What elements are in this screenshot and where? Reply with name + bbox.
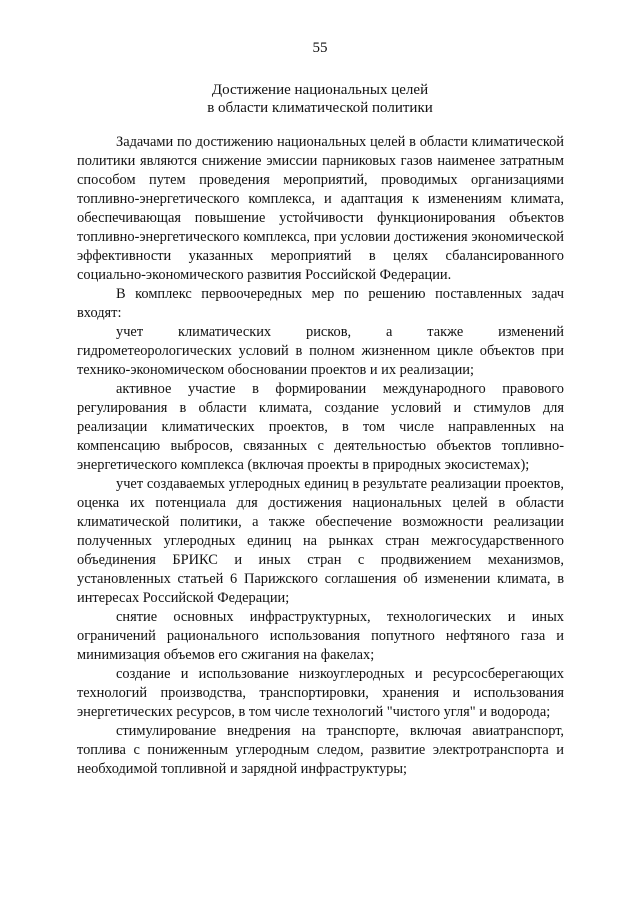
- list-item-associated-gas: снятие основных инфраструктурных, технологических и иных ограничений рационального использования попутного нефтяного газа и минимизация объемов его сжигания на факелах;: [77, 609, 564, 663]
- list-item-low-carbon-technologies: создание и использование низкоуглеродных и ресурсосберегающих технологий производства, транспортировки, хранения и использования энергетических ресурсов, в том числе технологий "чистого угля" и водорода;: [77, 666, 564, 720]
- list-item-climate-risks: учет климатических рисков, а также изменений гидрометеорологических условий в полном жизненном цикле объектов при технико-экономическом обосновании проектов и их реализации;: [77, 324, 564, 378]
- paragraph-intro: Задачами по достижению национальных целей в области климатической политики являются снижение эмиссии парниковых газов наименее затратным способом путем проведения мероприятий, проводимых организациями топливно-энергетического комплекса, и адаптация к изменениям климата, обеспечивающая повышение устойчивости функционирования объектов топливно-энергетического комплекса, при условии достижения экономической эффективности указанных мероприятий в целях сбалансированного социально-экономического развития Российской Федерации.: [77, 134, 564, 283]
- list-item-carbon-units: учет создаваемых углеродных единиц в результате реализации проектов, оценка их потенциала для достижения национальных целей в области климатической политики, а также обеспечение возможности реализации полученных углеродных единиц на рынках стран межгосударственного объединения БРИКС и иных стран с продвижением механизмов, установленных статьей 6 Парижского соглашения об изменении климата, в интересах Российской Федерации;: [77, 476, 564, 606]
- paragraph-measures-lead: В комплекс первоочередных мер по решению поставленных задач входят:: [77, 286, 564, 321]
- section-heading: [0, 81, 640, 117]
- heading-line-1: Достижение национальных целей: [211, 82, 429, 98]
- list-item-international-regulation: активное участие в формировании международного правового регулирования в области климата, создание условий и стимулов для реализации климатических проектов, в том числе направленных на компенсацию выбросов, связанных с деятельностью объектов топливно-энергетического комплекса (включая проекты в природных экосистемах);: [77, 381, 564, 473]
- heading-line-2: в области климатической политики: [207, 100, 433, 116]
- body-text: [77, 133, 564, 779]
- list-item-transport-fuels: стимулирование внедрения на транспорте, включая авиатранспорт, топлива с пониженным углеродным следом, развитие электротранспорта и необходимой топливной и зарядной инфраструктуры;: [77, 723, 564, 777]
- page-number: 55: [312, 40, 328, 56]
